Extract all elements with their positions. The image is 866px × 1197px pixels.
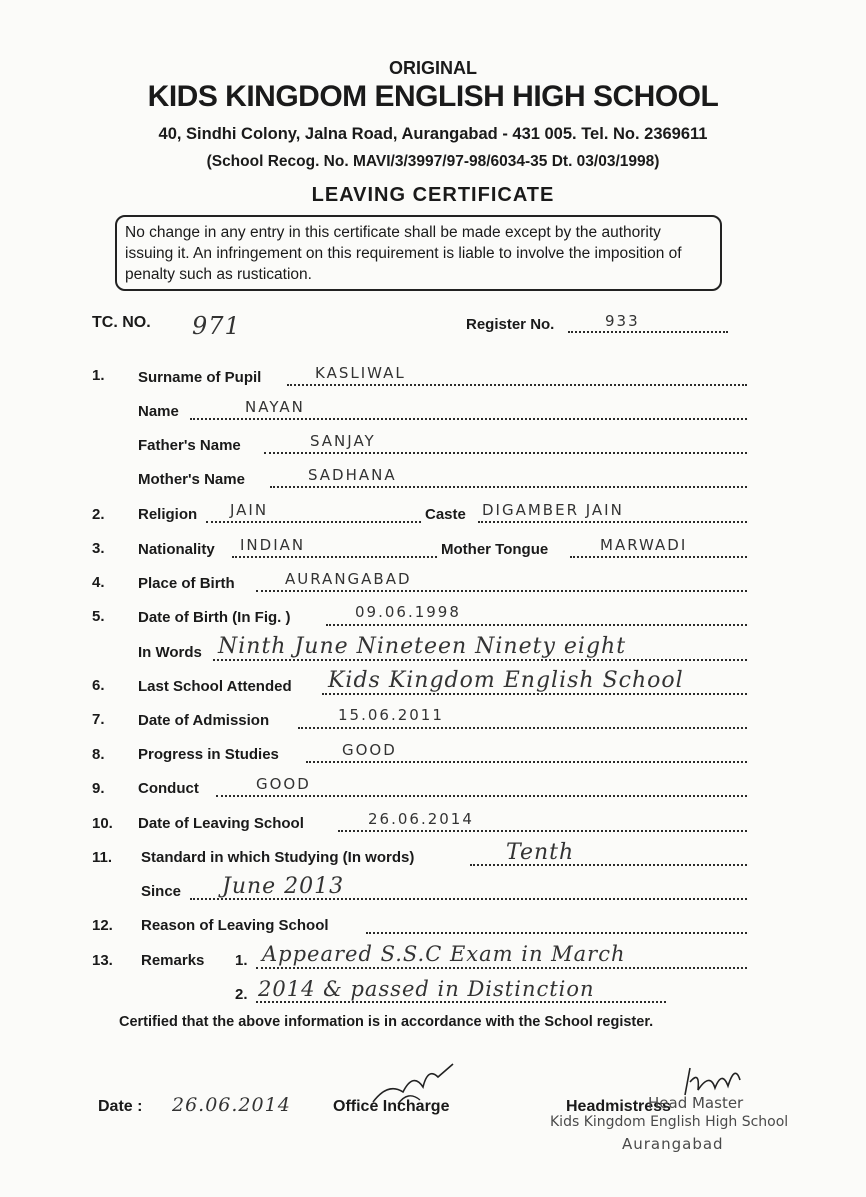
field-number: 4. bbox=[92, 574, 105, 591]
standard-label: Standard in which Studying (In words) bbox=[141, 849, 415, 866]
last-school-label: Last School Attended bbox=[138, 678, 292, 695]
progress-label: Progress in Studies bbox=[138, 746, 279, 763]
register-value: 933 bbox=[605, 312, 640, 330]
progress-line bbox=[306, 761, 747, 763]
remarks-line2-value: 2014 & passed in Distinction bbox=[258, 977, 595, 1001]
admission-line bbox=[298, 727, 747, 729]
notice-box bbox=[115, 215, 722, 291]
register-dotted-line bbox=[568, 331, 728, 333]
copy-type: ORIGINAL bbox=[389, 58, 477, 78]
surname-line bbox=[287, 384, 747, 386]
remarks-line1-number: 1. bbox=[235, 952, 248, 969]
date-label: Date : bbox=[98, 1098, 143, 1115]
dob-value: 09.06.1998 bbox=[355, 603, 461, 621]
field-number: 7. bbox=[92, 711, 105, 728]
caste-value: DIGAMBER JAIN bbox=[482, 501, 624, 519]
religion-label: Religion bbox=[138, 506, 198, 523]
stamp-school-name: Kids Kingdom English High School bbox=[550, 1114, 789, 1130]
father-line bbox=[264, 452, 747, 454]
conduct-label: Conduct bbox=[138, 780, 199, 797]
leaving-date-value: 26.06.2014 bbox=[368, 810, 474, 828]
admission-value: 15.06.2011 bbox=[338, 706, 444, 724]
surname-label: Surname of Pupil bbox=[138, 369, 262, 386]
admission-label: Date of Admission bbox=[138, 712, 270, 729]
nationality-value: INDIAN bbox=[240, 536, 306, 554]
name-line bbox=[190, 418, 747, 420]
mother-tongue-line bbox=[570, 556, 747, 558]
religion-line bbox=[206, 521, 421, 523]
date-value: 26.06.2014 bbox=[172, 1094, 291, 1116]
certification-statement: Certified that the above information is in accordance with the School register. bbox=[119, 1014, 654, 1030]
field-number: 13. bbox=[92, 952, 113, 969]
dob-words-value: Ninth June Nineteen Ninety eight bbox=[218, 634, 627, 659]
field-number: 3. bbox=[92, 540, 105, 557]
office-signature bbox=[368, 1062, 458, 1112]
leaving-date-label: Date of Leaving School bbox=[138, 815, 304, 832]
dob-words-label: In Words bbox=[138, 644, 202, 661]
last-school-line bbox=[322, 693, 747, 695]
remarks-line1 bbox=[256, 967, 747, 969]
field-number: 11. bbox=[92, 849, 113, 866]
mother-tongue-value: MARWADI bbox=[600, 536, 688, 554]
dob-line bbox=[326, 624, 747, 626]
birth-place-line bbox=[256, 590, 747, 592]
name-value: NAYAN bbox=[245, 398, 305, 416]
mother-value: SADHANA bbox=[308, 466, 397, 484]
nationality-line bbox=[232, 556, 437, 558]
reason-line bbox=[366, 932, 747, 934]
field-number: 6. bbox=[92, 677, 105, 694]
name-label: Name bbox=[138, 403, 179, 420]
tc-value: 971 bbox=[192, 312, 241, 340]
tc-label: TC. NO. bbox=[92, 314, 151, 331]
notice-text: No change in any entry in this certificate shall be made except by the authority issuing it. An infringement on this requirement is liable to involve the imposition of penalty such as rustication. bbox=[125, 224, 682, 283]
mother-line bbox=[270, 486, 747, 488]
field-number: 2. bbox=[92, 506, 105, 523]
register-label: Register No. bbox=[466, 316, 555, 333]
mother-label: Mother's Name bbox=[138, 471, 245, 488]
dob-label: Date of Birth (In Fig. ) bbox=[138, 609, 291, 626]
religion-value: JAIN bbox=[230, 501, 269, 519]
field-number: 10. bbox=[92, 815, 113, 832]
caste-line bbox=[478, 521, 747, 523]
reason-label: Reason of Leaving School bbox=[141, 917, 329, 934]
standard-value: Tenth bbox=[506, 840, 575, 865]
school-address: 40, Sindhi Colony, Jalna Road, Aurangabad - 431 005. Tel. No. 2369611 bbox=[158, 125, 708, 143]
conduct-line bbox=[216, 795, 747, 797]
field-number: 12. bbox=[92, 917, 113, 934]
remarks-line1-value: Appeared S.S.C Exam in March bbox=[262, 942, 626, 966]
since-label: Since bbox=[141, 883, 182, 900]
field-number: 8. bbox=[92, 746, 105, 763]
last-school-value: Kids Kingdom English School bbox=[328, 668, 684, 693]
field-number: 5. bbox=[92, 608, 105, 625]
progress-value: GOOD bbox=[342, 741, 397, 759]
remarks-line2-number: 2. bbox=[235, 986, 248, 1003]
father-value: SANJAY bbox=[310, 432, 376, 450]
father-label: Father's Name bbox=[138, 437, 241, 454]
remarks-label: Remarks bbox=[141, 952, 205, 969]
school-name: KIDS KINGDOM ENGLISH HIGH SCHOOL bbox=[147, 80, 719, 113]
recognition-number: (School Recog. No. MAVI/3/3997/97-98/6034-35 Dt. 03/03/1998) bbox=[206, 153, 660, 170]
caste-label: Caste bbox=[425, 506, 466, 523]
since-value: June 2013 bbox=[222, 874, 345, 899]
field-number: 1. bbox=[92, 367, 105, 384]
certificate-title: LEAVING CERTIFICATE bbox=[311, 184, 555, 206]
surname-value: KASLIWAL bbox=[315, 364, 406, 382]
nationality-label: Nationality bbox=[138, 541, 215, 558]
leaving-date-line bbox=[338, 830, 747, 832]
birth-place-value: AURANGABAD bbox=[285, 570, 412, 588]
birth-place-label: Place of Birth bbox=[138, 575, 235, 592]
field-number: 9. bbox=[92, 780, 105, 797]
dob-words-line bbox=[213, 659, 747, 661]
remarks-line2 bbox=[256, 1001, 666, 1003]
office-incharge-label: Office Incharge bbox=[333, 1098, 450, 1115]
stamp-city: Aurangabad bbox=[622, 1135, 724, 1153]
headmistress-label: Headmistress bbox=[566, 1098, 671, 1115]
conduct-value: GOOD bbox=[256, 775, 311, 793]
stamp-head-master: Head Master bbox=[648, 1094, 744, 1112]
mother-tongue-label: Mother Tongue bbox=[441, 541, 549, 558]
